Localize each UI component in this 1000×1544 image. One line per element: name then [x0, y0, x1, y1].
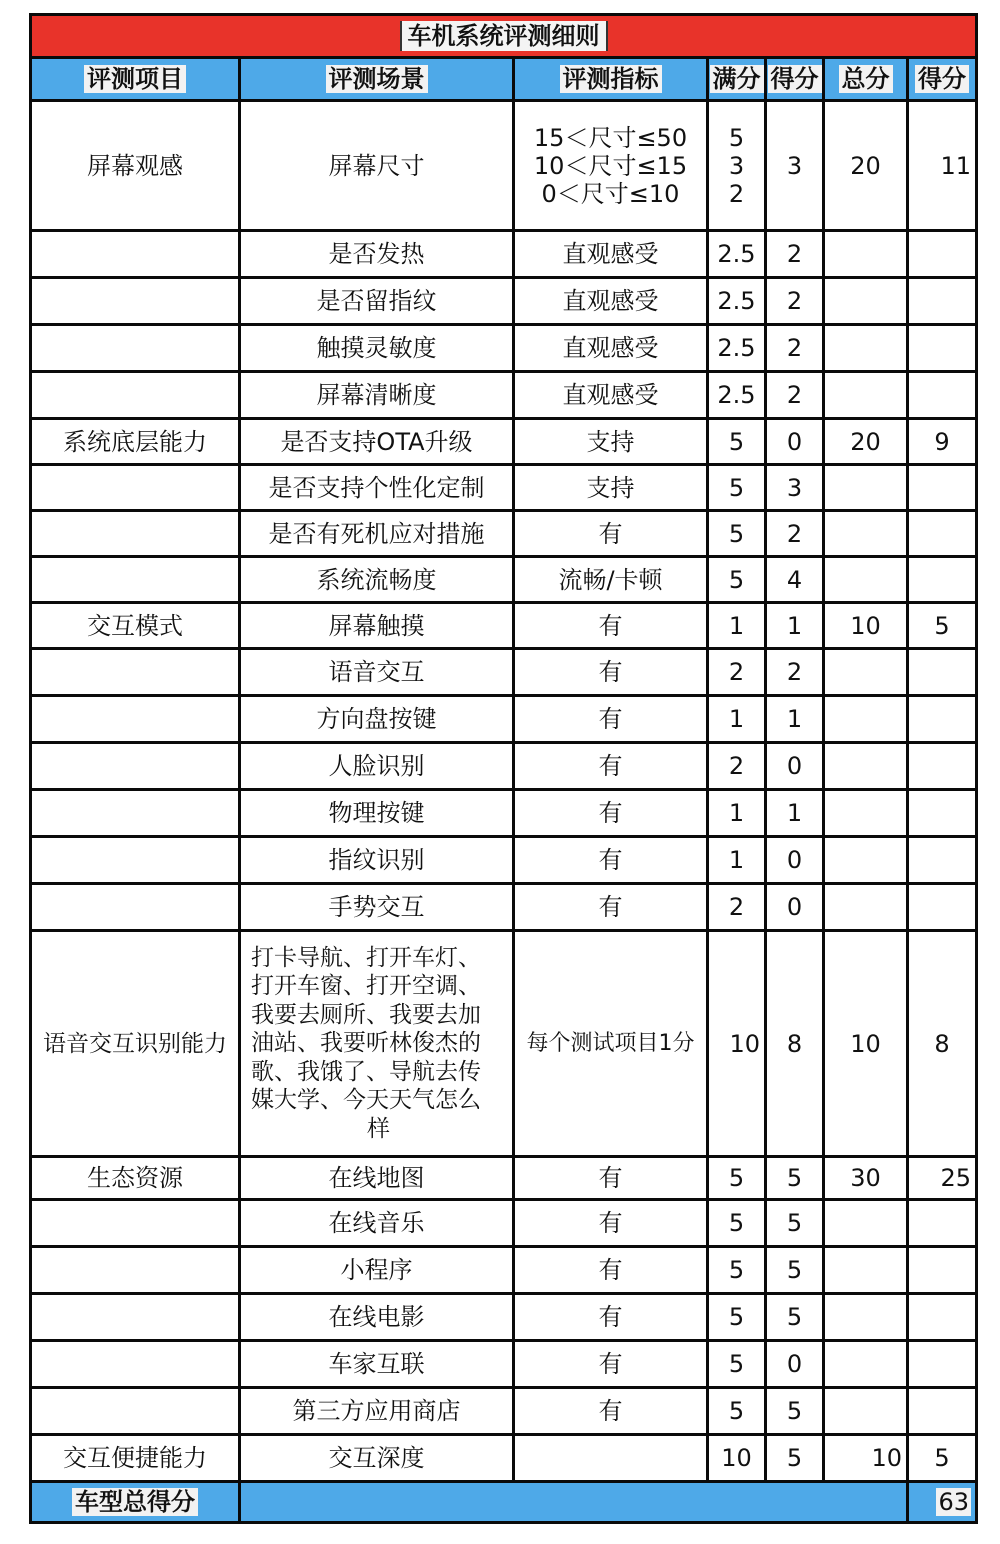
full-score-cell: 1 — [708, 837, 766, 884]
metric-cell: 有 — [514, 1247, 708, 1294]
table-row — [31, 278, 977, 325]
table-row — [31, 931, 977, 1157]
scene-cell: 屏幕触摸 — [240, 603, 514, 649]
scene-cell: 在线地图 — [240, 1157, 514, 1200]
metric-cell: 有 — [514, 696, 708, 743]
total-score-cell — [908, 1247, 977, 1294]
full-score-cell: 2 — [708, 743, 766, 790]
table-row — [31, 1200, 977, 1247]
category-cell — [31, 1200, 240, 1247]
category-cell — [31, 1247, 240, 1294]
title-row — [31, 15, 977, 58]
summary-spacer — [240, 1482, 908, 1523]
scene-cell: 在线电影 — [240, 1294, 514, 1341]
total-cell — [824, 790, 908, 837]
metric-cell: 直观感受 — [514, 325, 708, 372]
total-cell — [824, 1341, 908, 1388]
table-row — [31, 101, 977, 231]
full-score-cell: 2 — [708, 884, 766, 931]
total-cell — [824, 1388, 908, 1435]
total-score-cell — [908, 557, 977, 603]
table-row — [31, 1388, 977, 1435]
table-title: 车机系统评测细则 — [400, 21, 608, 51]
score-cell: 4 — [766, 557, 824, 603]
category-cell — [31, 1388, 240, 1435]
score-cell: 5 — [766, 1435, 824, 1482]
full-score-cell: 5 — [708, 419, 766, 465]
size-range-score: 5 — [728, 123, 745, 152]
voice-scene-line: 歌、我饿了、导航去传 — [251, 1058, 481, 1085]
metric-cell: 直观感受 — [514, 372, 708, 419]
size-range-score: 3 — [728, 151, 745, 180]
score-cell: 2 — [766, 278, 824, 325]
table-row — [31, 511, 977, 557]
full-score-cell: 2.5 — [708, 325, 766, 372]
metric-cell: 直观感受 — [514, 231, 708, 278]
category-cell — [31, 325, 240, 372]
metric-cell: 有 — [514, 1157, 708, 1200]
category-cell: 系统底层能力 — [31, 419, 240, 465]
score-cell: 0 — [766, 419, 824, 465]
metric-cell: 支持 — [514, 419, 708, 465]
voice-scene-line: 油站、我要听林俊杰的 — [251, 1030, 481, 1057]
category-cell — [31, 511, 240, 557]
category-cell — [31, 465, 240, 511]
full-score-cell: 5 — [708, 1200, 766, 1247]
metric-cell: 有 — [514, 837, 708, 884]
total-score-cell — [908, 1341, 977, 1388]
table-row — [31, 696, 977, 743]
category-cell — [31, 372, 240, 419]
total-cell — [824, 884, 908, 931]
total-cell — [824, 557, 908, 603]
full-score-cell: 10 — [708, 931, 766, 1157]
voice-scene-line: 我要去厕所、我要去加 — [251, 1001, 481, 1028]
score-cell: 5 — [766, 1157, 824, 1200]
scene-cell: 屏幕尺寸 — [240, 101, 514, 231]
header-row — [31, 58, 977, 101]
total-cell — [824, 1200, 908, 1247]
metric-cell: 流畅/卡顿 — [514, 557, 708, 603]
full-score-cell: 5 — [708, 1341, 766, 1388]
category-cell — [31, 1294, 240, 1341]
scene-cell: 是否留指纹 — [240, 278, 514, 325]
metric-cell: 每个测试项目1分 — [514, 931, 708, 1157]
header-total: 总分 — [824, 58, 908, 101]
total-cell: 10 — [824, 603, 908, 649]
total-score-cell — [908, 743, 977, 790]
total-cell — [824, 278, 908, 325]
total-score-cell — [908, 837, 977, 884]
full-score-cell: 10 — [708, 1435, 766, 1482]
full-score-cell: 2.5 — [708, 372, 766, 419]
score-cell: 1 — [766, 603, 824, 649]
metric-cell: 有 — [514, 884, 708, 931]
metric-cell: 支持 — [514, 465, 708, 511]
header-metric: 评测指标 — [514, 58, 708, 101]
total-cell — [824, 1294, 908, 1341]
size-range-score: 2 — [728, 179, 745, 208]
full-score-cell: 5 — [708, 557, 766, 603]
category-cell: 交互便捷能力 — [31, 1435, 240, 1482]
full-score-cell: 5 — [708, 511, 766, 557]
header-scene: 评测场景 — [240, 58, 514, 101]
metric-cell: 有 — [514, 743, 708, 790]
total-cell: 20 — [824, 101, 908, 231]
total-score-cell — [908, 372, 977, 419]
category-cell — [31, 231, 240, 278]
full-score-cell: 5 — [708, 1388, 766, 1435]
total-cell: 20 — [824, 419, 908, 465]
full-score-cell: 5 — [708, 1247, 766, 1294]
table-row — [31, 743, 977, 790]
evaluation-table — [29, 13, 978, 1524]
total-score-cell: 8 — [908, 931, 977, 1157]
scene-cell: 第三方应用商店 — [240, 1388, 514, 1435]
score-cell: 5 — [766, 1388, 824, 1435]
category-cell — [31, 557, 240, 603]
category-cell: 生态资源 — [31, 1157, 240, 1200]
total-score-cell: 25 — [908, 1157, 977, 1200]
header-total-score: 得分 — [908, 58, 977, 101]
table-row — [31, 790, 977, 837]
total-cell — [824, 231, 908, 278]
evaluation-table-sheet — [29, 13, 975, 1524]
total-cell — [824, 372, 908, 419]
scene-cell: 系统流畅度 — [240, 557, 514, 603]
voice-scene-line: 样 — [367, 1115, 390, 1142]
scene-cell: 是否支持OTA升级 — [240, 419, 514, 465]
score-cell: 1 — [766, 696, 824, 743]
category-cell — [31, 649, 240, 696]
full-score-cell — [708, 101, 766, 231]
voice-scene-line: 打卡导航、打开车灯、 — [251, 944, 481, 971]
score-cell: 0 — [766, 1341, 824, 1388]
size-range: 0＜尺寸≤10 — [541, 179, 680, 208]
table-title-cell — [31, 15, 977, 58]
table-row — [31, 372, 977, 419]
table-row — [31, 231, 977, 278]
header-score: 得分 — [766, 58, 824, 101]
size-range: 15＜尺寸≤50 — [533, 123, 688, 152]
scene-cell: 手势交互 — [240, 884, 514, 931]
scene-cell: 方向盘按键 — [240, 696, 514, 743]
category-cell: 交互模式 — [31, 603, 240, 649]
summary-row — [31, 1482, 977, 1523]
metric-cell — [514, 101, 708, 231]
score-cell: 5 — [766, 1247, 824, 1294]
metric-cell: 有 — [514, 649, 708, 696]
score-cell: 3 — [766, 465, 824, 511]
category-cell — [31, 278, 240, 325]
total-cell — [824, 696, 908, 743]
metric-cell: 有 — [514, 511, 708, 557]
total-score-cell: 5 — [908, 603, 977, 649]
full-score-cell: 5 — [708, 1294, 766, 1341]
score-cell: 1 — [766, 790, 824, 837]
metric-cell: 有 — [514, 1294, 708, 1341]
score-cell: 2 — [766, 372, 824, 419]
score-cell: 8 — [766, 931, 824, 1157]
total-cell: 10 — [824, 1435, 908, 1482]
header-full-score: 满分 — [708, 58, 766, 101]
voice-scene-line: 媒大学、今天天气怎么 — [251, 1087, 481, 1114]
metric-cell: 有 — [514, 790, 708, 837]
total-score-cell — [908, 231, 977, 278]
score-cell: 0 — [766, 884, 824, 931]
scene-cell: 人脸识别 — [240, 743, 514, 790]
full-score-cell: 2 — [708, 649, 766, 696]
category-cell — [31, 837, 240, 884]
scene-cell: 物理按键 — [240, 790, 514, 837]
score-cell: 2 — [766, 325, 824, 372]
full-score-cell: 5 — [708, 465, 766, 511]
score-cell: 2 — [766, 231, 824, 278]
full-score-cell: 2.5 — [708, 278, 766, 325]
table-row — [31, 419, 977, 465]
summary-label-cell — [31, 1482, 240, 1523]
total-score-cell: 5 — [908, 1435, 977, 1482]
scene-cell: 车家互联 — [240, 1341, 514, 1388]
metric-cell: 有 — [514, 603, 708, 649]
total-cell — [824, 465, 908, 511]
category-cell: 语音交互识别能力 — [31, 931, 240, 1157]
summary-score: 63 — [938, 1488, 970, 1516]
summary-label: 车型总得分 — [72, 1488, 198, 1516]
header-category: 评测项目 — [31, 58, 240, 101]
full-score-cell: 1 — [708, 603, 766, 649]
scene-cell: 指纹识别 — [240, 837, 514, 884]
metric-cell: 有 — [514, 1341, 708, 1388]
category-cell: 屏幕观感 — [31, 101, 240, 231]
scene-cell: 语音交互 — [240, 649, 514, 696]
total-score-cell — [908, 511, 977, 557]
total-cell — [824, 511, 908, 557]
total-cell — [824, 1247, 908, 1294]
total-score-cell — [908, 325, 977, 372]
scene-cell: 触摸灵敏度 — [240, 325, 514, 372]
total-score-cell: 11 — [908, 101, 977, 231]
total-cell — [824, 837, 908, 884]
table-row — [31, 1294, 977, 1341]
scene-cell: 小程序 — [240, 1247, 514, 1294]
total-score-cell — [908, 696, 977, 743]
score-cell: 5 — [766, 1200, 824, 1247]
score-cell: 5 — [766, 1294, 824, 1341]
total-score-cell — [908, 1200, 977, 1247]
table-row — [31, 1157, 977, 1200]
score-cell: 2 — [766, 649, 824, 696]
table-row — [31, 325, 977, 372]
total-cell: 30 — [824, 1157, 908, 1200]
category-cell — [31, 743, 240, 790]
total-score-cell: 9 — [908, 419, 977, 465]
scene-cell: 是否发热 — [240, 231, 514, 278]
metric-cell: 直观感受 — [514, 278, 708, 325]
full-score-cell: 5 — [708, 1157, 766, 1200]
table-row — [31, 884, 977, 931]
scene-cell: 是否有死机应对措施 — [240, 511, 514, 557]
score-cell: 2 — [766, 511, 824, 557]
metric-cell — [514, 1435, 708, 1482]
total-score-cell — [908, 278, 977, 325]
voice-scene-line: 打开车窗、打开空调、 — [251, 973, 481, 1000]
score-cell: 0 — [766, 743, 824, 790]
total-cell — [824, 649, 908, 696]
category-cell — [31, 1341, 240, 1388]
total-score-cell — [908, 884, 977, 931]
category-cell — [31, 696, 240, 743]
metric-cell: 有 — [514, 1200, 708, 1247]
scene-cell: 是否支持个性化定制 — [240, 465, 514, 511]
total-cell — [824, 325, 908, 372]
table-row — [31, 603, 977, 649]
score-cell: 3 — [766, 101, 824, 231]
size-range: 10＜尺寸≤15 — [533, 151, 688, 180]
table-row — [31, 1435, 977, 1482]
total-cell — [824, 743, 908, 790]
total-cell: 10 — [824, 931, 908, 1157]
voice-scene-cell — [240, 931, 514, 1157]
table-row — [31, 649, 977, 696]
total-score-cell — [908, 649, 977, 696]
score-cell: 0 — [766, 837, 824, 884]
total-score-cell — [908, 1294, 977, 1341]
table-row — [31, 1247, 977, 1294]
full-score-cell: 2.5 — [708, 231, 766, 278]
full-score-cell: 1 — [708, 790, 766, 837]
scene-cell: 交互深度 — [240, 1435, 514, 1482]
category-cell — [31, 790, 240, 837]
total-score-cell — [908, 465, 977, 511]
total-score-cell — [908, 790, 977, 837]
scene-cell: 在线音乐 — [240, 1200, 514, 1247]
scene-cell: 屏幕清晰度 — [240, 372, 514, 419]
table-row — [31, 557, 977, 603]
metric-cell: 有 — [514, 1388, 708, 1435]
category-cell — [31, 884, 240, 931]
table-row — [31, 465, 977, 511]
table-row — [31, 1341, 977, 1388]
full-score-cell: 1 — [708, 696, 766, 743]
summary-score-cell — [908, 1482, 977, 1523]
total-score-cell — [908, 1388, 977, 1435]
table-row — [31, 837, 977, 884]
